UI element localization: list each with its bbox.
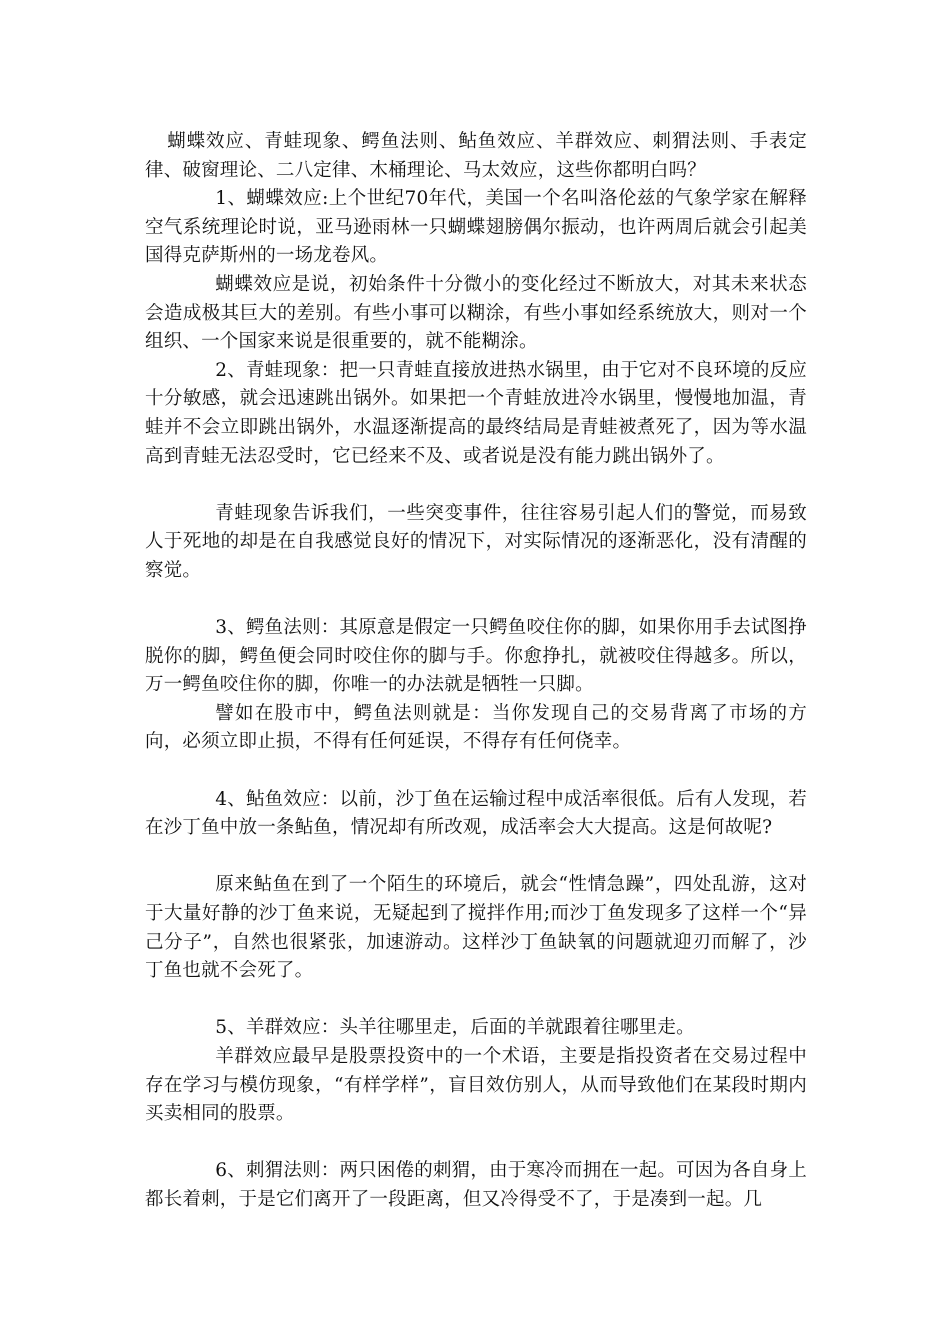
crocodile-rule-explanation: 譬如在股市中，鳄鱼法则就是：当你发现自己的交易背离了市场的方向，必须立即止损，不得有任何延误，不得存有任何侥幸。 bbox=[145, 702, 807, 753]
paragraph-gap bbox=[145, 843, 807, 872]
paragraph-gap bbox=[145, 586, 807, 615]
catfish-effect-paragraph: 4、鲇鱼效应：以前，沙丁鱼在运输过程中成活率很低。后有人发现，若在沙丁鱼中放一条鲇鱼，情况却有所改观，成活率会大大提高。这是何故呢? bbox=[145, 788, 807, 839]
butterfly-effect-explanation: 蝴蝶效应是说，初始条件十分微小的变化经过不断放大，对其未来状态会造成极其巨大的差别。有些小事可以糊涂，有些小事如经系统放大，则对一个组织、一个国家来说是很重要的，就不能糊涂。 bbox=[145, 273, 807, 353]
crocodile-rule-paragraph: 3、鳄鱼法则：其原意是假定一只鳄鱼咬住你的脚，如果你用手去试图挣脱你的脚，鳄鱼便会同时咬住你的脚与手。你愈挣扎，就被咬住得越多。所以，万一鳄鱼咬住你的脚，你唯一的办法就是牺牲一只脚。 bbox=[145, 617, 807, 696]
frog-phenomenon-paragraph: 2、青蛙现象：把一只青蛙直接放进热水锅里，由于它对不良环境的反应十分敏感，就会迅速跳出锅外。如果把一个青蛙放进冷水锅里，慢慢地加温，青蛙并不会立即跳出锅外，水温逐渐提高的最终结局是青蛙被煮死了，因为等水温高到青蛙无法忍受时，它已经来不及、或者说是没有能力跳出锅外了。 bbox=[145, 359, 807, 467]
paragraph-gap bbox=[145, 1129, 807, 1158]
paragraph-gap bbox=[145, 471, 807, 500]
paragraph-gap bbox=[145, 986, 807, 1015]
frog-phenomenon-explanation: 青蛙现象告诉我们，一些突变事件，往往容易引起人们的警觉，而易致人于死地的却是在自我感觉良好的情况下，对实际情况的逐渐恶化，没有清醒的察觉。 bbox=[145, 502, 807, 581]
herd-effect-explanation: 羊群效应最早是股票投资中的一个术语，主要是指投资者在交易过程中存在学习与模仿现象，“有样学样”，盲目效仿别人，从而导致他们在某段时期内买卖相同的股票。 bbox=[145, 1046, 807, 1125]
butterfly-effect-paragraph: 1、蝴蝶效应:上个世纪70年代，美国一个名叫洛伦兹的气象学家在解释空气系统理论时说，亚马逊雨林一只蝴蝶翅膀偶尔振动，也许两周后就会引起美国得克萨斯州的一场龙卷风。 bbox=[145, 188, 807, 267]
hedgehog-rule-paragraph: 6、刺猬法则：两只困倦的刺猬，由于寒冷而拥在一起。可因为各自身上都长着刺，于是它们离开了一段距离，但又冷得受不了，于是凑到一起。几 bbox=[145, 1160, 807, 1210]
intro-paragraph: 蝴蝶效应、青蛙现象、鳄鱼法则、鲇鱼效应、羊群效应、刺猬法则、手表定律、破窗理论、二八定律、木桶理论、马太效应，这些你都明白吗？ bbox=[145, 131, 807, 181]
paragraph-gap bbox=[145, 757, 807, 786]
catfish-effect-explanation: 原来鲇鱼在到了一个陌生的环境后，就会“性情急躁”，四处乱游，这对于大量好静的沙丁鱼来说，无疑起到了搅拌作用;而沙丁鱼发现多了这样一个“异己分子”，自然也很紧张，加速游动。这样沙丁鱼缺氧的问题就迎刃而解了，沙丁鱼也就不会死了。 bbox=[145, 874, 807, 982]
document-body bbox=[145, 128, 807, 1215]
herd-effect-paragraph: 5、羊群效应：头羊往哪里走，后面的羊就跟着往哪里走。 bbox=[215, 1017, 695, 1039]
